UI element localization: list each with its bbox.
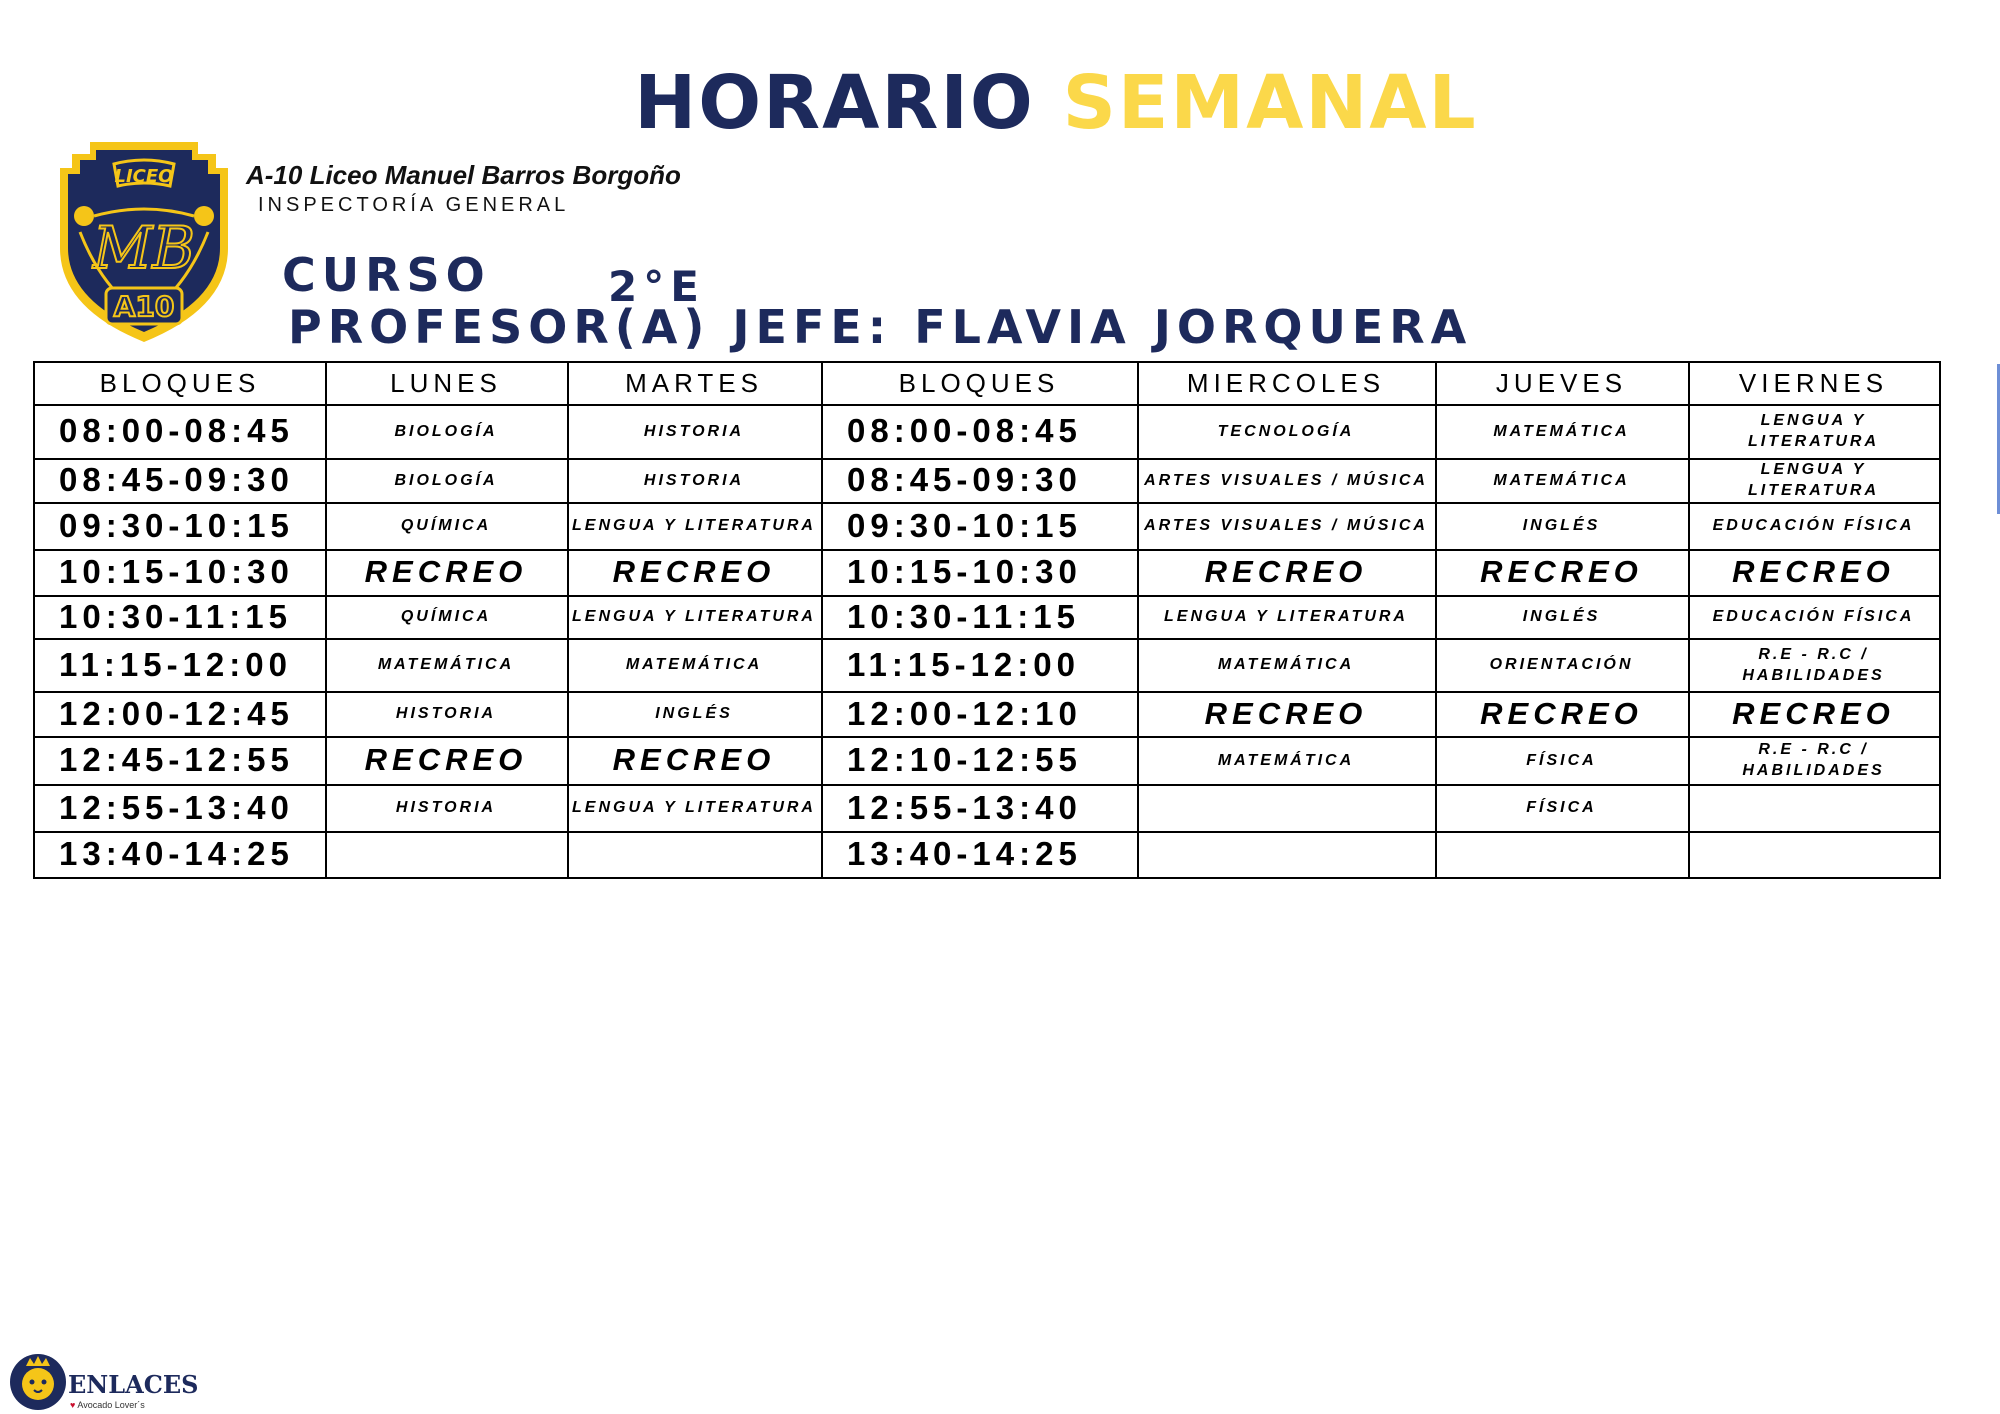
time-block: 13:40-14:25 <box>847 835 1082 872</box>
subject-cell: MATEMÁTICA <box>377 656 515 673</box>
time-block: 09:30-10:15 <box>847 506 1082 544</box>
lion-logo-icon <box>8 1352 68 1412</box>
recess-cell: RECREO <box>1480 554 1643 589</box>
footer-brand: ENLACES <box>68 1370 199 1399</box>
subject-cell: LENGUA Y LITERATURA <box>1164 608 1408 625</box>
subject-cell: ARTES VISUALES / MÚSICA <box>1144 517 1428 534</box>
school-name: A-10 Liceo Manuel Barros Borgoño <box>246 160 681 190</box>
course-value: 2°E <box>608 262 705 311</box>
column-header: BLOQUES <box>898 368 1060 398</box>
subject-cell: MATEMÁTICA <box>1493 471 1630 489</box>
time-block: 09:30-10:15 <box>59 506 294 544</box>
head-teacher: PROFESOR(A) JEFE: FLAVIA JORQUERA <box>288 300 1473 354</box>
subject-cell: BIOLOGÍA <box>394 471 498 489</box>
footer-tagline <box>70 1400 145 1410</box>
time-block: 12:55-13:40 <box>59 788 294 826</box>
subject-cell: LENGUA Y LITERATURA <box>1747 412 1880 450</box>
subject-cell: LENGUA Y LITERATURA <box>572 608 816 625</box>
recess-cell: RECREO <box>364 742 528 777</box>
time-block: 10:15-10:30 <box>59 553 294 590</box>
recess-cell: RECREO <box>1480 695 1643 731</box>
subject-cell: R.E - R.C / HABILIDADES <box>1742 741 1885 779</box>
subject-cell: QUÍMICA <box>400 608 492 625</box>
subject-cell: MATEMÁTICA <box>1493 422 1630 440</box>
crest-monogram: MB <box>92 214 196 282</box>
footer-tagline-text: Avocado Lover´s <box>77 1400 145 1410</box>
subject-cell <box>1688 831 1939 877</box>
course-label: CURSO <box>282 248 491 302</box>
time-block: 08:45-09:30 <box>847 461 1082 498</box>
subject-cell: HISTORIA <box>643 471 745 489</box>
time-block: 12:00-12:45 <box>59 694 294 732</box>
time-block: 12:10-12:55 <box>847 741 1082 778</box>
column-header: MARTES <box>625 368 763 398</box>
subject-cell: R.E - R.C / HABILIDADES <box>1742 645 1885 684</box>
time-block: 10:30-11:15 <box>59 597 292 635</box>
subject-cell: MATEMÁTICA <box>1217 656 1355 673</box>
time-block: 12:55-13:40 <box>847 788 1082 826</box>
subject-cell: INGLÉS <box>1522 517 1601 534</box>
time-block: 12:45-12:55 <box>59 741 294 778</box>
time-block: 08:45-09:30 <box>59 461 294 498</box>
heart-icon: ♥ <box>70 1400 76 1410</box>
time-block: 08:00-08:45 <box>847 412 1082 449</box>
column-header: BLOQUES <box>99 368 261 398</box>
column-header: LUNES <box>390 368 502 398</box>
subject-cell: ORIENTACIÓN <box>1489 656 1634 673</box>
crest-bottom-text: A10 <box>113 290 175 323</box>
column-header: JUEVES <box>1495 368 1628 398</box>
recess-cell: RECREO <box>1732 554 1895 589</box>
subject-cell <box>325 831 567 877</box>
time-block: 11:15-12:00 <box>59 645 292 683</box>
subject-cell: TECNOLOGÍA <box>1217 422 1355 440</box>
time-block: 10:30-11:15 <box>847 597 1080 635</box>
subject-cell <box>1688 784 1939 831</box>
subject-cell: MATEMÁTICA <box>625 656 763 673</box>
subject-cell: LENGUA Y LITERATURA <box>572 517 816 534</box>
time-block: 13:40-14:25 <box>59 835 294 872</box>
subject-cell: HISTORIA <box>643 422 745 440</box>
subject-cell: LENGUA Y LITERATURA <box>1747 461 1880 499</box>
column-header: VIERNES <box>1738 368 1889 398</box>
time-block: 11:15-12:00 <box>847 645 1080 683</box>
time-block: 10:15-10:30 <box>847 553 1082 590</box>
subject-cell: BIOLOGÍA <box>394 422 498 440</box>
page-title <box>0 58 2000 148</box>
recess-cell: RECREO <box>612 554 776 589</box>
subject-cell <box>1137 831 1435 877</box>
department-name: INSPECTORÍA GENERAL <box>258 194 570 216</box>
title-word-horario: HORARIO <box>634 60 1035 146</box>
subject-cell: EDUCACIÓN FÍSICA <box>1712 608 1915 625</box>
recess-cell: RECREO <box>1204 554 1368 589</box>
subject-cell: INGLÉS <box>655 705 733 722</box>
subject-cell: HISTORIA <box>395 705 497 722</box>
subject-cell: QUÍMICA <box>400 517 492 534</box>
column-header: MIERCOLES <box>1186 368 1386 398</box>
schedule-table <box>33 361 1941 879</box>
title-word-semanal: SEMANAL <box>1062 60 1478 146</box>
subject-cell: FÍSICA <box>1526 799 1597 816</box>
subject-cell: EDUCACIÓN FÍSICA <box>1712 517 1915 534</box>
subject-cell: MATEMÁTICA <box>1217 751 1355 769</box>
subject-cell: ARTES VISUALES / MÚSICA <box>1144 471 1428 489</box>
school-crest-logo <box>58 128 230 346</box>
crest-top-text: LICEO <box>114 166 174 187</box>
recess-cell: RECREO <box>1204 695 1368 731</box>
recess-cell: RECREO <box>612 742 776 777</box>
subject-cell <box>1137 784 1435 831</box>
subject-cell: FÍSICA <box>1526 751 1597 769</box>
subject-cell: INGLÉS <box>1522 608 1601 625</box>
recess-cell: RECREO <box>1732 695 1895 731</box>
subject-cell: LENGUA Y LITERATURA <box>572 799 816 816</box>
recess-cell: RECREO <box>364 554 528 589</box>
subject-cell: HISTORIA <box>395 799 497 816</box>
time-block: 08:00-08:45 <box>59 412 294 449</box>
subject-cell <box>567 831 821 877</box>
time-block: 12:00-12:10 <box>847 694 1082 732</box>
subject-cell <box>1435 831 1688 877</box>
